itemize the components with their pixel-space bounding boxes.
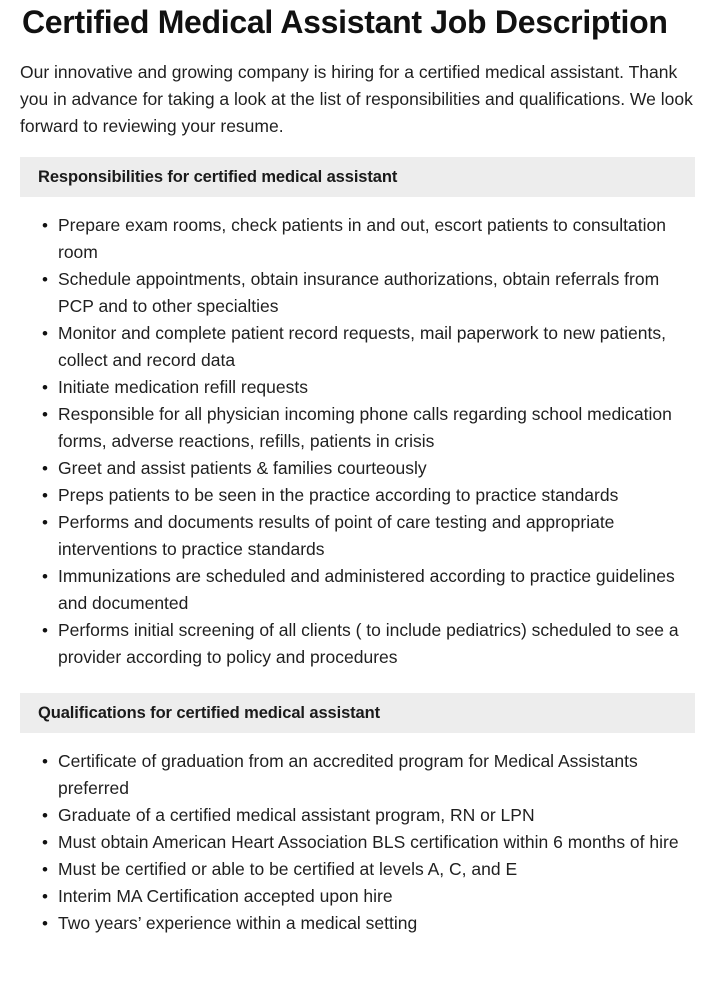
bullet-icon: • — [42, 887, 48, 906]
section-heading: Qualifications for certified medical assistant — [38, 704, 381, 722]
section-header — [20, 693, 695, 733]
bullet-icon: • — [42, 833, 48, 852]
list-item — [0, 320, 720, 374]
bullet-icon: • — [42, 486, 48, 505]
list-item-text: Schedule appointments, obtain insurance authorizations, obtain referrals from PCP and to other specialties — [58, 269, 660, 316]
section-list — [0, 748, 720, 937]
list-item — [0, 617, 720, 671]
list-item — [0, 509, 720, 563]
bullet-icon: • — [42, 459, 48, 478]
list-item — [0, 266, 720, 320]
list-item-text: Interim MA Certification accepted upon hire — [58, 886, 393, 906]
list-item — [0, 212, 720, 266]
bullet-icon: • — [42, 752, 48, 771]
list-item-text: Performs initial screening of all clients ( to include pediatrics) scheduled to see a provider according to policy and procedures — [58, 620, 679, 667]
list-item-text: Must obtain American Heart Association BLS certification within 6 months of hire — [58, 832, 679, 852]
bullet-icon: • — [42, 860, 48, 879]
sections-container — [0, 157, 720, 937]
bullet-icon: • — [42, 216, 48, 235]
section-list — [0, 212, 720, 671]
list-item-text: Immunizations are scheduled and administered according to practice guidelines and documented — [58, 566, 675, 613]
intro-paragraph: Our innovative and growing company is hiring for a certified medical assistant. Thank you in advance for taking a look at the list of responsibilities and qualifications. We look forward to reviewing your resume. — [20, 62, 693, 136]
list-item-text: Graduate of a certified medical assistant program, RN or LPN — [58, 805, 535, 825]
section — [0, 693, 720, 937]
list-item — [0, 802, 720, 829]
list-item — [0, 856, 720, 883]
list-item-text: Monitor and complete patient record requests, mail paperwork to new patients, collect and record data — [58, 323, 666, 370]
list-item — [0, 829, 720, 856]
section-header — [20, 157, 695, 197]
bullet-icon: • — [42, 567, 48, 586]
section — [0, 157, 720, 671]
list-item — [0, 883, 720, 910]
bullet-icon: • — [42, 914, 48, 933]
list-item — [0, 455, 720, 482]
bullet-icon: • — [42, 621, 48, 640]
bullet-icon: • — [42, 324, 48, 343]
list-item-text: Preps patients to be seen in the practice according to practice standards — [58, 485, 619, 505]
section-heading: Responsibilities for certified medical assistant — [38, 168, 398, 186]
list-item-text: Performs and documents results of point of care testing and appropriate interventions to practice standards — [58, 512, 615, 559]
list-item — [0, 401, 720, 455]
bullet-icon: • — [42, 806, 48, 825]
list-item-text: Two years’ experience within a medical setting — [58, 913, 418, 933]
list-item-text: Must be certified or able to be certified at levels A, C, and E — [58, 859, 518, 879]
bullet-icon: • — [42, 405, 48, 424]
bullet-icon: • — [42, 270, 48, 289]
list-item-text: Prepare exam rooms, check patients in and out, escort patients to consultation room — [58, 215, 666, 262]
list-item — [0, 910, 720, 937]
list-item — [0, 482, 720, 509]
list-item-text: Certificate of graduation from an accredited program for Medical Assistants preferred — [58, 751, 638, 798]
list-item-text: Greet and assist patients & families courteously — [58, 458, 427, 478]
bullet-icon: • — [42, 378, 48, 397]
list-item — [0, 748, 720, 802]
page-title: Certified Medical Assistant Job Description — [22, 4, 668, 40]
list-item — [0, 374, 720, 401]
list-item — [0, 563, 720, 617]
bullet-icon: • — [42, 513, 48, 532]
list-item-text: Responsible for all physician incoming phone calls regarding school medication forms, adverse reactions, refills, patients in crisis — [58, 404, 672, 451]
list-item-text: Initiate medication refill requests — [58, 377, 308, 397]
